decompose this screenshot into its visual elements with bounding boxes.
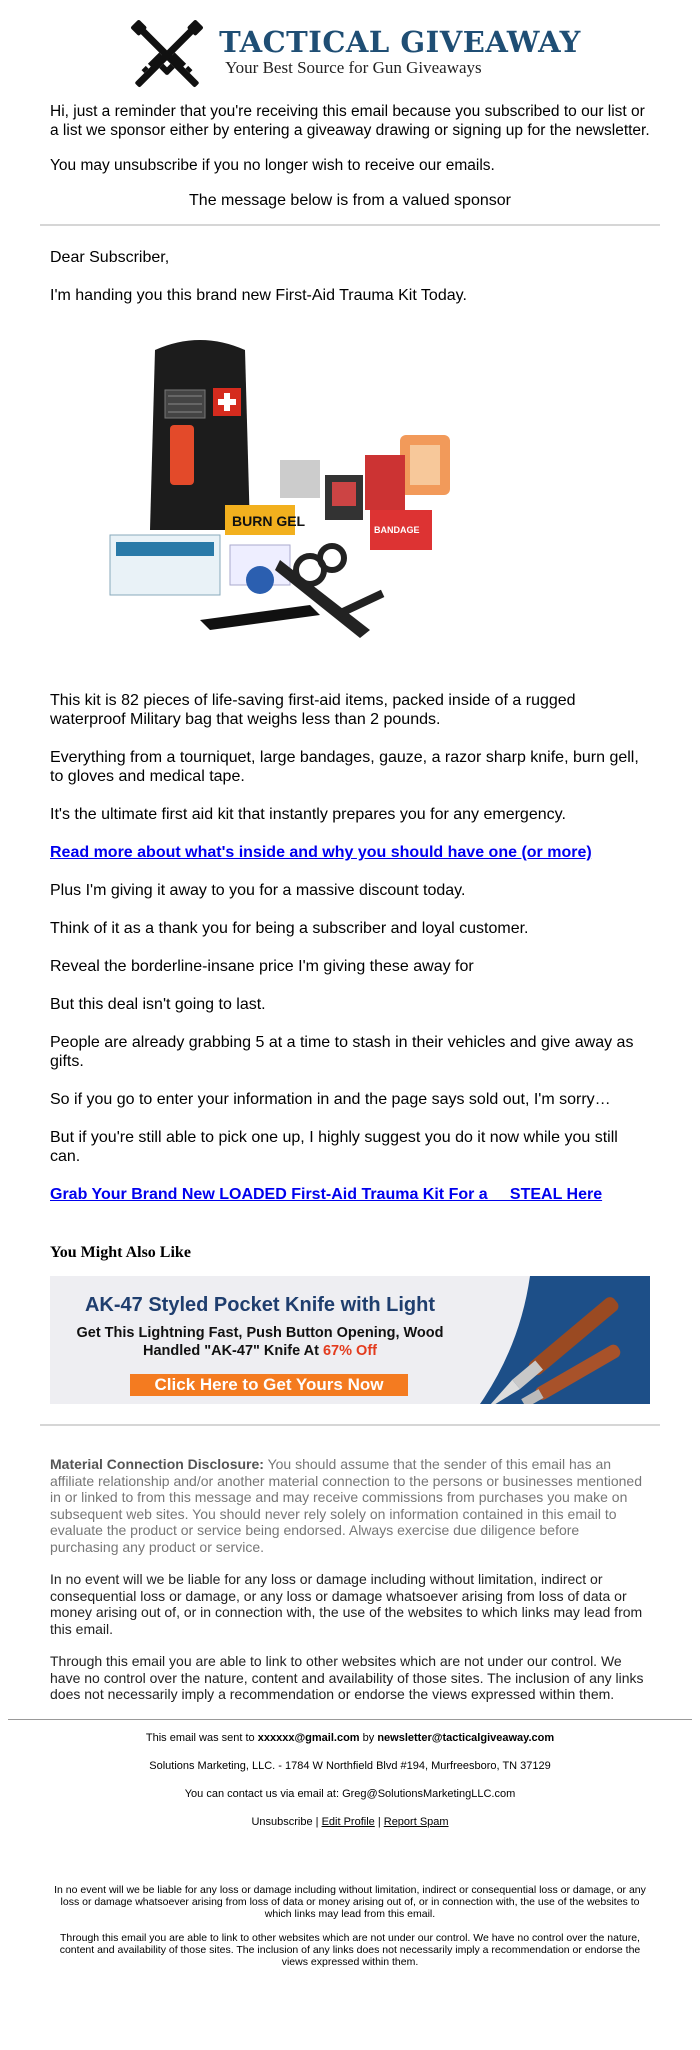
message-paragraph: Reveal the borderline-insane price I'm giving these away for — [50, 958, 474, 975]
grab-kit-link[interactable]: Grab Your Brand New LOADED First-Aid Trauma Kit For a STEAL Here — [50, 1186, 603, 1203]
banner-discount: 67% Off — [322, 1343, 377, 1359]
separator: | — [374, 1815, 384, 1828]
first-aid-kit-image[interactable] — [80, 330, 480, 660]
sponsor-note: The message below is from a valued sponsor — [189, 192, 511, 209]
message-paragraph: Plus I'm giving it away to you for a massive discount today. — [50, 882, 466, 899]
banner-subtitle — [60, 1324, 460, 1360]
message-paragraph: Think of it as a thank you for being a subscriber and loyal customer. — [50, 920, 529, 937]
message-paragraph: People are already grabbing 5 at a time to stash in their vehicles and give away as gifts. — [50, 1034, 634, 1070]
liability-text: In no event will we be liable for any loss or damage including without limitation, indirect or consequential loss or damage, or any loss or damage whatsoever arising from loss of data or money arising out of, or in connection with, the use of the websites to which links may lead from this email. — [50, 1571, 643, 1637]
links-note-text: Through this email you are able to link to other websites which are not under our control. We have no control over the nature, content and availability of those sites. The inclusion of any links does not necessarily imply a recommendation or endorse the views expressed within them. — [50, 1653, 644, 1702]
message-body — [40, 226, 660, 1204]
banner-title: AK-47 Styled Pocket Knife with Light — [84, 1294, 436, 1316]
message-paragraph: It's the ultimate first aid kit that instantly prepares you for any emergency. — [50, 806, 566, 823]
crossed-rifles-icon — [119, 10, 215, 102]
sender-email[interactable]: newsletter@tacticalgiveaway.com — [377, 1731, 555, 1744]
read-more-link[interactable]: Read more about what's inside and why you should have one (or more) — [50, 844, 592, 861]
reminder-text: Hi, just a reminder that you're receiving this email because you subscribed to our list or a list we sponsor either by entering a giveaway drawing or signing up for the newsletter. — [50, 103, 650, 139]
message-paragraph: But this deal isn't going to last. — [50, 996, 266, 1013]
pocket-knife-icon — [460, 1276, 650, 1404]
intro-section — [40, 102, 660, 210]
banner-sub-line2: Handled "AK-47" Knife At — [143, 1343, 323, 1359]
sent-by-text: by — [359, 1731, 378, 1744]
message-paragraph: But if you're still able to pick one up, I highly suggest you do it now while you still can. — [50, 1129, 618, 1165]
separator: | — [312, 1815, 322, 1828]
recipient-email: xxxxxx@gmail.com — [257, 1731, 360, 1744]
report-spam-link[interactable]: Report Spam — [383, 1815, 449, 1828]
message-paragraph: I'm handing you this brand new First-Aid Trauma Kit Today. — [50, 287, 467, 304]
unsubscribe-note: You may unsubscribe if you no longer wish to receive our emails. — [50, 157, 495, 174]
material-disclosure — [50, 1456, 650, 1555]
unsubscribe-link[interactable]: Unsubscribe — [251, 1815, 313, 1828]
message-paragraph: Everything from a tourniquet, large bandages, gauze, a razor sharp knife, burn gell, to gloves and medical tape. — [50, 749, 639, 785]
banner-cta-button[interactable]: Click Here to Get Yours Now — [130, 1374, 408, 1396]
company-address: Solutions Marketing, LLC. - 1784 W Northfield Blvd #194, Murfreesboro, TN 37129 — [149, 1759, 551, 1772]
burn-gel-label: BURN GEL — [232, 513, 306, 529]
banner-sub-line1: Get This Lightning Fast, Push Button Opening, Wood — [76, 1325, 444, 1341]
contact-line: You can contact us via email at: Greg@SolutionsMarketingLLC.com — [184, 1787, 516, 1800]
message-paragraph: So if you go to enter your information in and the page says sold out, I'm sorry… — [50, 1091, 611, 1108]
greeting: Dear Subscriber, — [50, 249, 170, 266]
disclosure-section — [40, 1426, 660, 1703]
edit-profile-link[interactable]: Edit Profile — [321, 1815, 375, 1828]
brand-tagline: Your Best Source for Gun Giveaways — [225, 58, 482, 77]
sent-to-line — [0, 1732, 700, 1745]
email-footer — [0, 1720, 700, 1829]
legal-links-note: Through this email you are able to link to other websites which are not under our control. We have no control over the nature, content and availability of those sites. The inclusion of any links does not necessarily imply a recommendation or endorse the views expressed within them. — [59, 1931, 641, 1968]
brand-title: TACTICAL GIVEAWAY — [219, 25, 581, 59]
footer-links — [0, 1816, 700, 1829]
disclosure-label: Material Connection Disclosure: — [50, 1456, 264, 1472]
legal-liability: In no event will we be liable for any loss or damage including without limitation, indirect or consequential loss or damage, or any loss or damage whatsoever arising from loss of data or money arising out of, or in connection with, the use of the websites to which links may lead from this email. — [54, 1883, 646, 1920]
knife-promo-banner[interactable] — [50, 1276, 650, 1404]
bandage-label: BANDAGE — [374, 525, 420, 535]
brand-header — [40, 0, 660, 102]
message-paragraph: This kit is 82 pieces of life-saving first-aid items, packed inside of a rugged waterproof Military bag that weighs less than 2 pounds. — [50, 692, 576, 728]
legal-section — [0, 1844, 700, 1968]
sent-to-prefix: This email was sent to — [145, 1731, 258, 1744]
brand-logo-text — [219, 26, 581, 78]
disclosure-text: You should assume that the sender of this email has an affiliate relationship and/or another material connection to the persons or businesses mentioned in or linked to from this message and may receive commissions from purchases you make on subsequent web sites. You should never rely solely on information contained in this email to evaluate the product or service being endorsed. Always exercise due diligence before purchasing any product or service. — [50, 1456, 642, 1555]
also-like-heading: You Might Also Like — [50, 1244, 191, 1261]
email-container — [40, 0, 660, 1404]
